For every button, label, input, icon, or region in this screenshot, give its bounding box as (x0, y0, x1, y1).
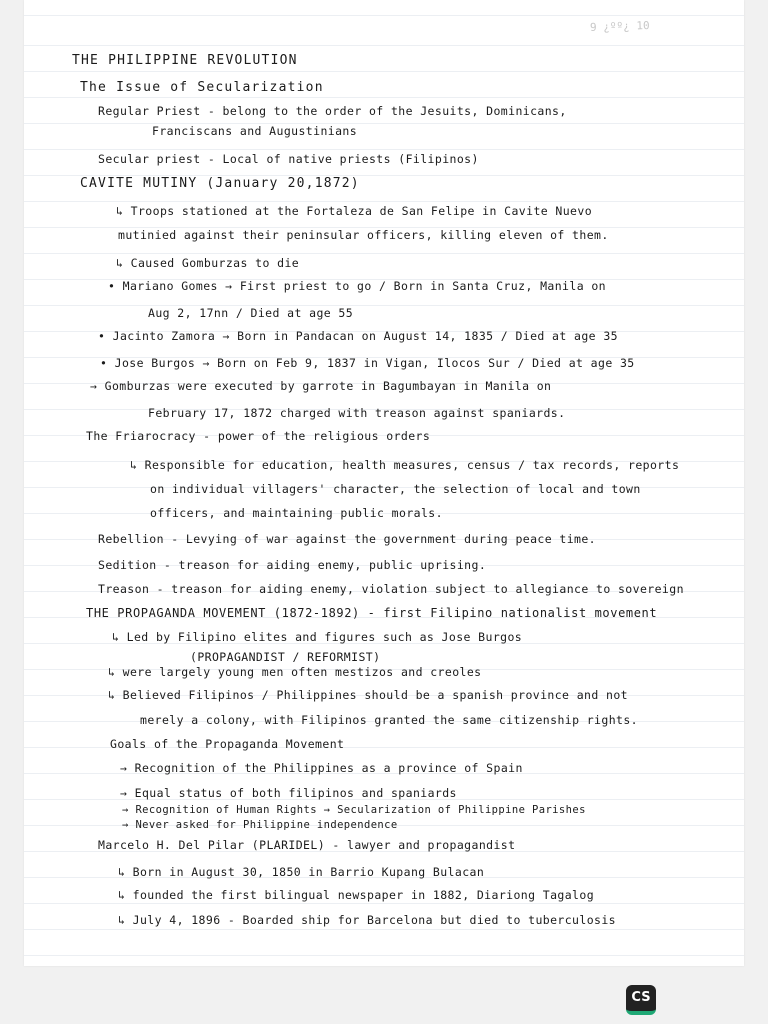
note-line: officers, and maintaining public morals. (150, 506, 443, 520)
note-line: on individual villagers' character, the selection of local and town (150, 482, 641, 496)
note-line: → Gomburzas were executed by garrote in Bagumbayan in Manila on (90, 379, 552, 393)
note-line: (PROPAGANDIST / REFORMIST) (190, 650, 381, 664)
note-line: ↳ Born in August 30, 1850 in Barrio Kupang Bulacan (118, 865, 485, 879)
section-heading: THE PROPAGANDA MOVEMENT (1872-1892) - first Filipino nationalist movement (86, 606, 658, 620)
page-title: THE PHILIPPINE REVOLUTION (72, 53, 298, 68)
note-line: Regular Priest - belong to the order of the Jesuits, Dominicans, (98, 104, 567, 118)
note-line: Franciscans and Augustinians (152, 124, 358, 138)
note-line: • Jacinto Zamora → Born in Pandacan on August 14, 1835 / Died at age 35 (98, 329, 618, 343)
note-line: mutinied against their peninsular officers, killing eleven of them. (118, 228, 609, 242)
note-line: ↳ Troops stationed at the Fortaleza de San Felipe in Cavite Nuevo (116, 204, 593, 218)
note-line: ↳ July 4, 1896 - Boarded ship for Barcelona but died to tuberculosis (118, 913, 617, 927)
note-line: → Recognition of Human Rights → Secularization of Philippine Parishes (122, 804, 586, 816)
note-line: → Never asked for Philippine independence (122, 819, 398, 831)
section-heading: Goals of the Propaganda Movement (110, 737, 345, 751)
note-line: February 17, 1872 charged with treason against spaniards. (148, 406, 566, 420)
note-line: → Equal status of both filipinos and spaniards (120, 786, 457, 800)
note-line: Sedition - treason for aiding enemy, public uprising. (98, 558, 487, 572)
camscanner-logo: CS (626, 985, 656, 1015)
note-line: ↳ Caused Gomburzas to die (116, 256, 300, 270)
section-heading: The Friarocracy - power of the religious orders (86, 429, 431, 443)
section-heading: The Issue of Secularization (80, 80, 324, 95)
section-heading: Marcelo H. Del Pilar (PLARIDEL) - lawyer and propagandist (98, 838, 516, 852)
note-line: ↳ Led by Filipino elites and figures such as Jose Burgos (112, 630, 523, 644)
note-line: Secular priest - Local of native priests (Filipinos) (98, 152, 479, 166)
note-line: Treason - treason for aiding enemy, violation subject to allegiance to sovereign (98, 582, 684, 596)
show-through-text: 9 ¿ºº¿ 10 (589, 18, 650, 35)
note-line: • Mariano Gomes → First priest to go / Born in Santa Cruz, Manila on (108, 279, 607, 293)
note-line: ↳ were largely young men often mestizos and creoles (108, 665, 482, 679)
note-line: Rebellion - Levying of war against the government during peace time. (98, 532, 597, 546)
note-line: Aug 2, 17nn / Died at age 55 (148, 306, 354, 320)
note-line: ↳ Believed Filipinos / Philippines should be a spanish province and not (108, 688, 628, 702)
note-line: ↳ founded the first bilingual newspaper in 1882, Diariong Tagalog (118, 888, 595, 902)
note-line: merely a colony, with Filipinos granted the same citizenship rights. (140, 713, 639, 727)
note-line: → Recognition of the Philippines as a province of Spain (120, 761, 523, 775)
note-line: • Jose Burgos → Born on Feb 9, 1837 in Vigan, Ilocos Sur / Died at age 35 (100, 356, 635, 370)
note-line: ↳ Responsible for education, health measures, census / tax records, reports (130, 458, 680, 472)
section-heading: CAVITE MUTINY (January 20,1872) (80, 176, 360, 191)
